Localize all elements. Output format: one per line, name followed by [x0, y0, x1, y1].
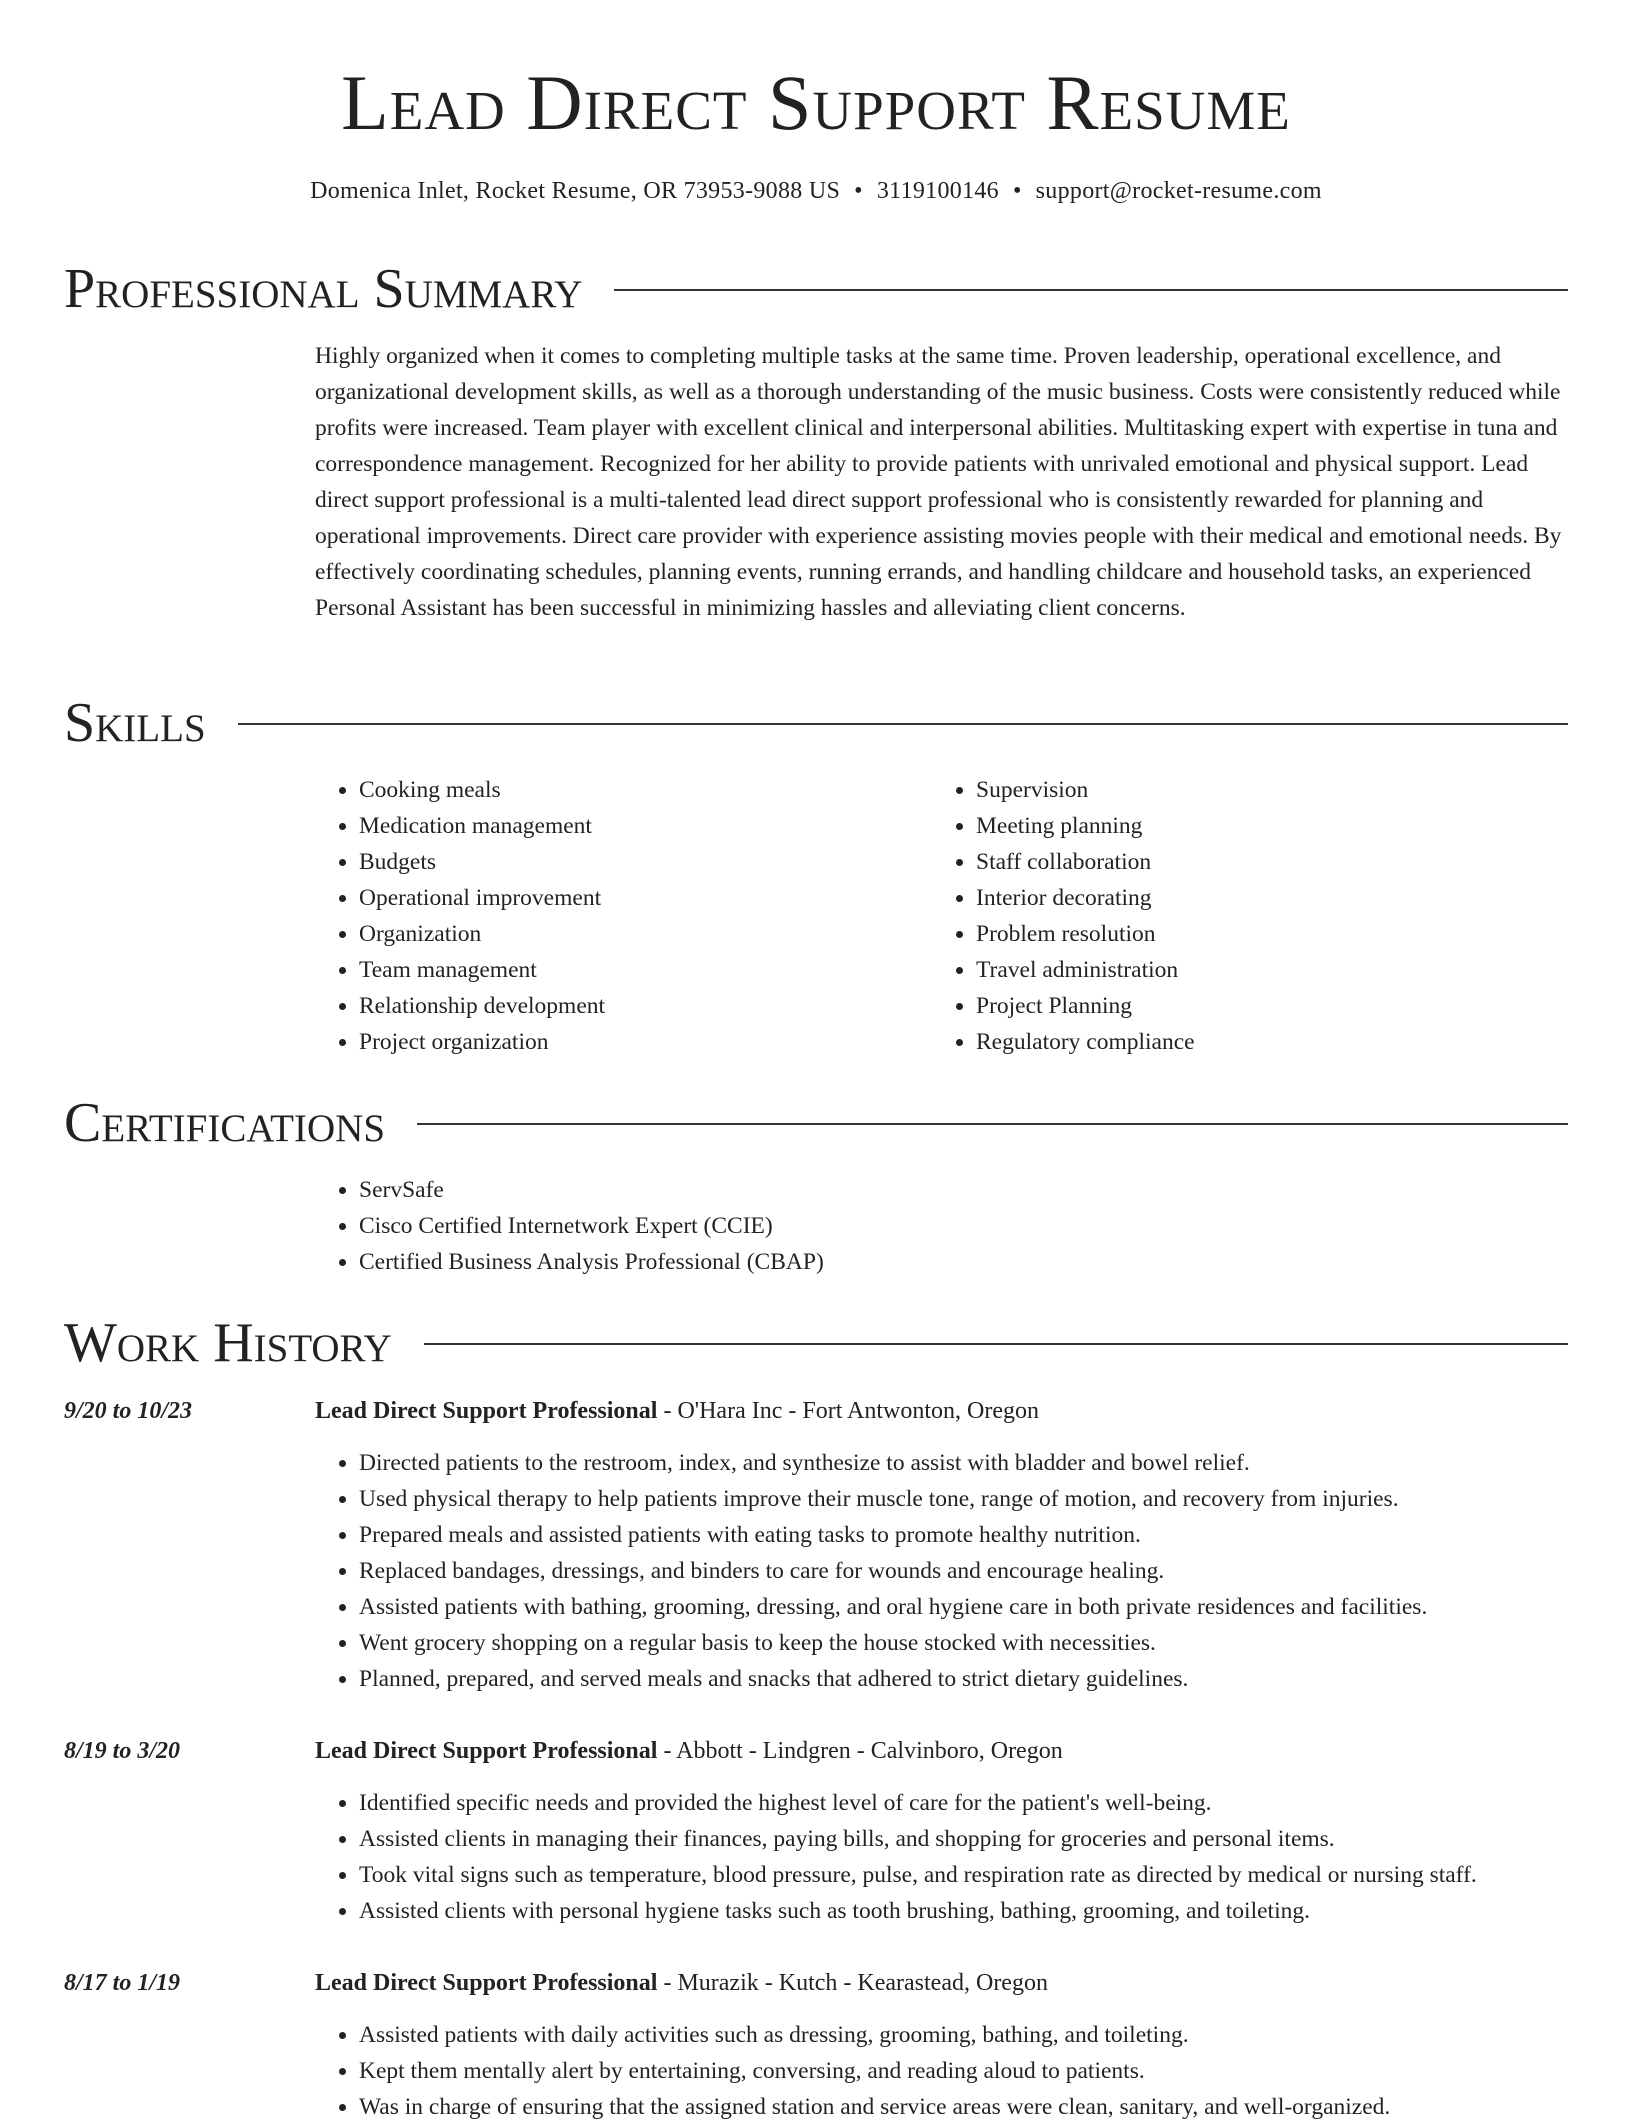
section-title: Work History: [64, 1312, 392, 1374]
skill-item: • Meeting planning: [976, 808, 1195, 844]
job-company: - Murazik - Kutch - Kearastead, Oregon: [657, 1970, 1048, 1996]
job-duty: • Went grocery shopping on a regular basis to keep the house stocked with necessities.: [359, 1625, 1575, 1661]
contact-email: support@rocket-resume.com: [1035, 178, 1322, 204]
job-heading: [315, 1733, 1063, 1769]
skill-item: • Relationship development: [359, 988, 605, 1024]
job-duty: • Planned, prepared, and served meals and snacks that adhered to strict dietary guidelines.: [359, 1661, 1575, 1697]
job-duty: • Took vital signs such as temperature, blood pressure, pulse, and respiration rate as directed by medical or nursing staff.: [359, 1857, 1575, 1893]
skills-column-right: [932, 772, 1195, 1060]
certification-item: • ServSafe: [359, 1172, 824, 1208]
contact-phone: 3119100146: [876, 178, 999, 204]
contact-line: [0, 174, 1632, 208]
skill-item: • Cooking meals: [359, 772, 605, 808]
job-title: Lead Direct Support Professional: [315, 1738, 658, 1764]
contact-separator: •: [854, 178, 863, 204]
section-header-certifications: [64, 1090, 1568, 1156]
job-dates: 8/17 to 1/19: [64, 1970, 181, 1996]
skill-item: • Project organization: [359, 1024, 605, 1060]
contact-separator: •: [1012, 178, 1022, 204]
skill-item: • Travel administration: [976, 952, 1195, 988]
job-duty: • Replaced bandages, dressings, and binders to care for wounds and encourage healing.: [359, 1553, 1575, 1589]
skill-item: • Interior decorating: [976, 880, 1195, 916]
contact-address: Domenica Inlet, Rocket Resume, OR 73953-9088 US: [310, 178, 841, 204]
job-heading: [315, 1393, 1039, 1429]
job-duty: • Assisted patients with bathing, grooming, dressing, and oral hygiene care in both private residences and facilities.: [359, 1589, 1575, 1625]
job-duty: • Assisted patients with daily activities such as dressing, grooming, bathing, and toileting.: [359, 2017, 1575, 2053]
job-duties: [315, 1785, 1575, 1929]
job-company: - Abbott - Lindgren - Calvinboro, Oregon: [657, 1738, 1063, 1764]
section-header-summary: [64, 256, 1568, 322]
skill-item: • Operational improvement: [359, 880, 605, 916]
skills-list: [315, 772, 605, 1060]
skill-item: • Budgets: [359, 844, 605, 880]
section-title: Certifications: [64, 1092, 386, 1154]
section-header-work-history: [64, 1310, 1568, 1376]
job-title: Lead Direct Support Professional: [315, 1398, 658, 1424]
summary-text: Highly organized when it comes to completing multiple tasks at the same time. Proven leadership, operational excellence, and organizational development skills, as well as a thorough understanding of the music business. Costs were consistently reduced while profits were increased. Team player with excellent clinical and interpersonal abilities. Multitasking expert with expertise in tuna and correspondence management. Recognized for her ability to provide patients with unrivaled emotional and physical support. Lead direct support professional is a multi-talented lead direct support professional who is consistently rewarded for planning and operational improvements. Direct care provider with experience assisting movies people with their medical and emotional needs. By effectively coordinating schedules, planning events, running errands, and handling childcare and household tasks, an experienced Personal Assistant has been successful in minimizing hassles and alleviating client concerns.: [315, 343, 1562, 621]
skill-item: • Medication management: [359, 808, 605, 844]
job-duties: [315, 1445, 1575, 1697]
skill-item: • Problem resolution: [976, 916, 1195, 952]
section-divider: [238, 723, 1568, 725]
job-duty: • Assisted clients with personal hygiene tasks such as tooth brushing, bathing, grooming, and toileting.: [359, 1893, 1575, 1929]
job-duty: • Identified specific needs and provided the highest level of care for the patient's well-being.: [359, 1785, 1575, 1821]
skills-list: [932, 772, 1195, 1060]
certification-item: • Cisco Certified Internetwork Expert (CCIE): [359, 1208, 824, 1244]
section-divider: [417, 1123, 1568, 1125]
section-divider: [424, 1343, 1568, 1345]
job-duty: • Used physical therapy to help patients improve their muscle tone, range of motion, and recovery from injuries.: [359, 1481, 1575, 1517]
job-heading: [315, 1965, 1048, 2001]
job-duties: [315, 2017, 1575, 2125]
skill-item: • Regulatory compliance: [976, 1024, 1195, 1060]
section-title: Skills: [64, 692, 206, 754]
job-duty: • Kept them mentally alert by entertaining, conversing, and reading aloud to patients.: [359, 2053, 1575, 2089]
job-title: Lead Direct Support Professional: [315, 1970, 658, 1996]
job-duty: • Was in charge of ensuring that the assigned station and service areas were clean, sanitary, and well-organized.: [359, 2089, 1575, 2125]
job-duty: • Directed patients to the restroom, index, and synthesize to assist with bladder and bowel relief.: [359, 1445, 1575, 1481]
skill-item: • Organization: [359, 916, 605, 952]
certifications-list: [315, 1172, 824, 1280]
job-duty: • Assisted clients in managing their finances, paying bills, and shopping for groceries and personal items.: [359, 1821, 1575, 1857]
skill-item: • Staff collaboration: [976, 844, 1195, 880]
skill-item: • Project Planning: [976, 988, 1195, 1024]
resume-title: Lead Direct Support Resume: [341, 59, 1291, 146]
job-dates: 9/20 to 10/23: [64, 1398, 193, 1424]
job-company: - O'Hara Inc - Fort Antwonton, Oregon: [657, 1398, 1040, 1424]
skill-item: • Team management: [359, 952, 605, 988]
skills-column-left: [315, 772, 605, 1060]
section-title: Professional Summary: [64, 258, 583, 320]
section-header-skills: [64, 690, 1568, 756]
job-duty: • Prepared meals and assisted patients with eating tasks to promote healthy nutrition.: [359, 1517, 1575, 1553]
skill-item: • Supervision: [976, 772, 1195, 808]
certification-item: • Certified Business Analysis Professional (CBAP): [359, 1244, 824, 1280]
job-dates: 8/19 to 3/20: [64, 1738, 181, 1764]
section-divider: [614, 289, 1568, 291]
